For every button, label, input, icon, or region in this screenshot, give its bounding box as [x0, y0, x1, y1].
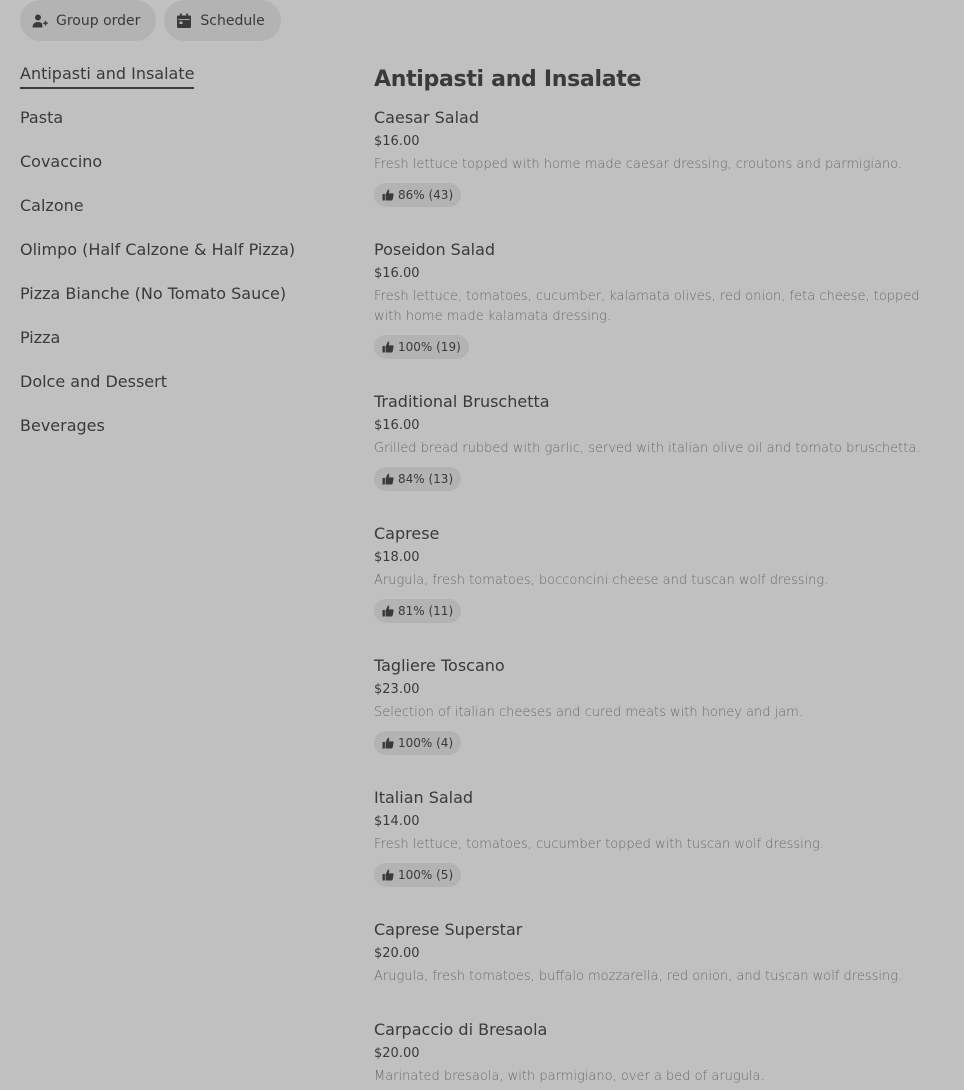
- sidebar-item-label: Covaccino: [20, 152, 103, 171]
- sidebar-item-label: Calzone: [20, 196, 84, 215]
- item-description: Arugula, fresh tomatoes, bocconcini cheese and tuscan wolf dressing.: [374, 573, 829, 588]
- item-price: $16.00: [374, 134, 420, 149]
- rating-text: 100% (4): [398, 736, 454, 750]
- item-name: Caprese Superstar: [374, 920, 523, 939]
- item-description: Grilled bread rubbed with garlic, served with italian olive oil and tomato bruschetta.: [374, 441, 921, 456]
- sidebar-item-label: Antipasti and Insalate: [20, 62, 194, 89]
- rating-text: 100% (5): [398, 868, 454, 882]
- calendar-icon: [176, 13, 192, 29]
- rating-badge: [374, 335, 469, 359]
- menu-item[interactable]: [374, 920, 944, 1020]
- thumbs-up-icon: [382, 869, 394, 881]
- thumbs-up-icon: [382, 605, 394, 617]
- rating-badge: [374, 467, 461, 491]
- schedule-label: Schedule: [200, 12, 265, 29]
- item-name: Poseidon Salad: [374, 240, 496, 259]
- schedule-button[interactable]: [164, 0, 280, 41]
- group-order-label: Group order: [56, 12, 141, 29]
- sidebar-item-label: Olimpo (Half Calzone & Half Pizza): [20, 240, 296, 259]
- item-price: $16.00: [374, 266, 420, 281]
- section-title: Antipasti and Insalate: [374, 67, 642, 92]
- item-name: Tagliere Toscano: [374, 656, 505, 675]
- rating-text: 81% (11): [398, 604, 454, 618]
- thumbs-up-icon: [382, 189, 394, 201]
- person-add-icon: [32, 13, 48, 29]
- menu-item[interactable]: [374, 524, 944, 656]
- menu-item[interactable]: [374, 1020, 944, 1090]
- menu-section: [374, 64, 944, 1090]
- item-name: Caesar Salad: [374, 108, 479, 127]
- rating-text: 86% (43): [398, 188, 454, 202]
- item-name: Italian Salad: [374, 788, 474, 807]
- sidebar-item-antipasti-and-insalate[interactable]: [20, 62, 340, 106]
- item-price: $20.00: [374, 946, 420, 961]
- item-price: $20.00: [374, 1046, 420, 1061]
- sidebar-item-olimpo[interactable]: [20, 238, 340, 282]
- rating-badge: [374, 731, 461, 755]
- menu-item[interactable]: [374, 656, 944, 788]
- rating-text: 84% (13): [398, 472, 454, 486]
- sidebar-item-pizza[interactable]: [20, 326, 340, 370]
- item-name: Traditional Bruschetta: [374, 392, 550, 411]
- item-description: Arugula, fresh tomatoes, buffalo mozzarella, red onion, and tuscan wolf dressing.: [374, 969, 903, 984]
- rating-text: 100% (19): [398, 340, 461, 354]
- thumbs-up-icon: [382, 737, 394, 749]
- sidebar-item-pizza-bianche[interactable]: [20, 282, 340, 326]
- group-order-button[interactable]: [20, 0, 156, 41]
- thumbs-up-icon: [382, 341, 394, 353]
- item-name: Caprese: [374, 524, 440, 543]
- item-description: Fresh lettuce, tomatoes, cucumber, kalamata olives, red onion, feta cheese, topped with home made kalamata dressing.: [374, 289, 920, 324]
- item-description: Fresh lettuce, tomatoes, cucumber topped with tuscan wolf dressing.: [374, 837, 824, 852]
- menu-item[interactable]: [374, 108, 944, 240]
- sidebar-item-label: Beverages: [20, 416, 105, 435]
- item-price: $16.00: [374, 418, 420, 433]
- sidebar-item-label: Pizza: [20, 328, 61, 347]
- rating-badge: [374, 183, 461, 207]
- thumbs-up-icon: [382, 473, 394, 485]
- sidebar-item-label: Dolce and Dessert: [20, 372, 167, 391]
- sidebar-item-dolce-and-dessert[interactable]: [20, 370, 340, 414]
- item-description: Selection of italian cheeses and cured meats with honey and jam.: [374, 705, 803, 720]
- item-price: $23.00: [374, 682, 420, 697]
- item-name: Carpaccio di Bresaola: [374, 1020, 548, 1039]
- menu-item[interactable]: [374, 788, 944, 920]
- sidebar-item-label: Pizza Bianche (No Tomato Sauce): [20, 284, 287, 303]
- menu-item[interactable]: [374, 392, 944, 524]
- rating-badge: [374, 599, 461, 623]
- item-price: $18.00: [374, 550, 420, 565]
- rating-badge: [374, 863, 461, 887]
- sidebar-item-calzone[interactable]: [20, 194, 340, 238]
- item-price: $14.00: [374, 814, 420, 829]
- sidebar-item-pasta[interactable]: [20, 106, 340, 150]
- sidebar-item-beverages[interactable]: [20, 414, 340, 458]
- menu-item[interactable]: [374, 240, 944, 392]
- item-description: Fresh lettuce topped with home made caesar dressing, croutons and parmigiano.: [374, 157, 903, 172]
- top-actions: [20, 0, 281, 41]
- sidebar-item-label: Pasta: [20, 108, 64, 127]
- item-description: Marinated bresaola, with parmigiano, over a bed of arugula.: [374, 1069, 765, 1084]
- category-sidebar: [20, 62, 340, 458]
- sidebar-item-covaccino[interactable]: [20, 150, 340, 194]
